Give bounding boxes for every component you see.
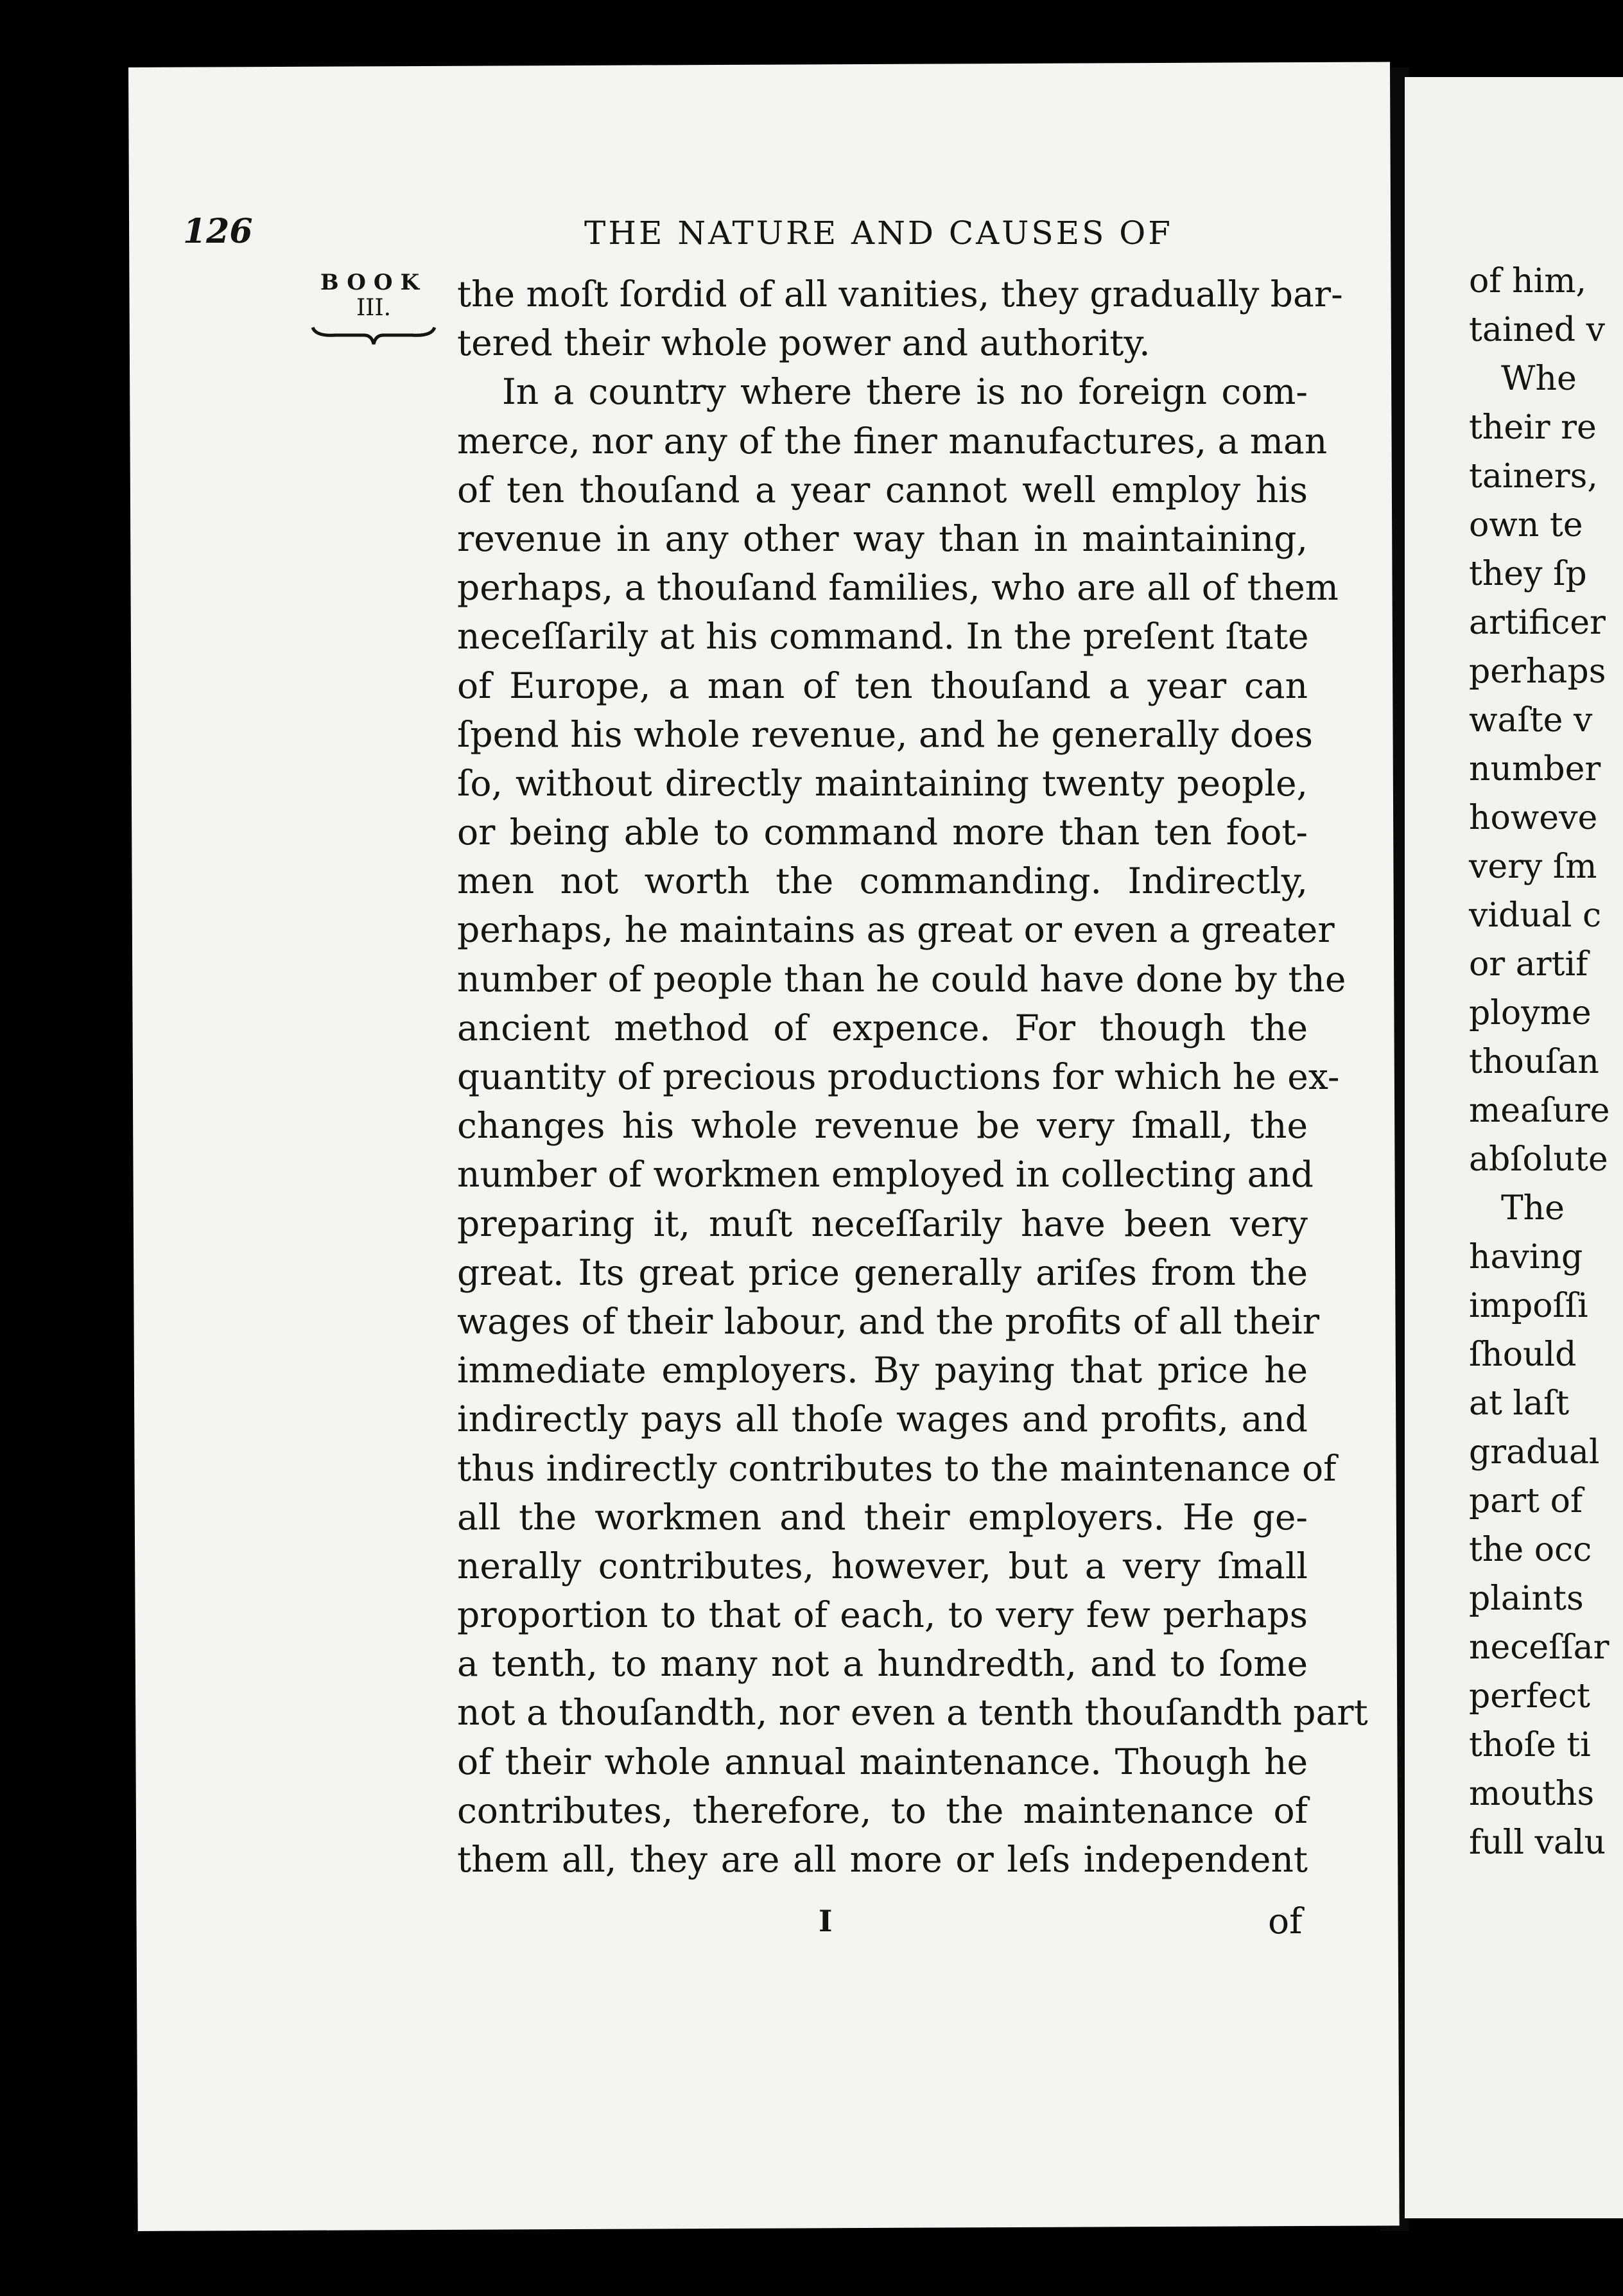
fragment-line: thouſan bbox=[1469, 1043, 1599, 1081]
fragment-line: they ſp bbox=[1469, 555, 1587, 593]
fragment-line: vidual c bbox=[1469, 896, 1602, 935]
text-line: of Europe, a man of ten thouſand a year can bbox=[457, 665, 1308, 706]
fragment-line: perfect bbox=[1469, 1677, 1590, 1716]
text-line: or being able to command more than ten foot- bbox=[457, 812, 1308, 853]
text-line: indirectly pays all thoſe wages and profits, and bbox=[457, 1398, 1308, 1440]
fragment-line: part of bbox=[1469, 1482, 1583, 1520]
text-line: ſpend his whole revenue, and he generally does bbox=[457, 713, 1313, 755]
text-line: In a country where there is no foreign com- bbox=[502, 371, 1308, 413]
text-line: tered their whole power and authority. bbox=[457, 322, 1150, 364]
facing-page-text bbox=[1469, 257, 1610, 1867]
text-line: ſo, without directly maintaining twenty people, bbox=[457, 762, 1308, 804]
running-head bbox=[183, 212, 1185, 257]
text-line: not a thouſandth, nor even a tenth thouſandth part bbox=[457, 1692, 1368, 1734]
text-line: thus indirectly contributes to the maintenance of bbox=[457, 1447, 1337, 1489]
page-number: 126 bbox=[183, 212, 253, 251]
fragment-line: abſolute bbox=[1469, 1140, 1608, 1179]
fragment-line: gradual bbox=[1469, 1433, 1600, 1472]
text-line: merce, nor any of the finer manufactures, a man bbox=[457, 420, 1328, 462]
fragment-line: very ſm bbox=[1469, 848, 1597, 886]
fragment-line: howeve bbox=[1469, 799, 1598, 837]
text-line: neceſſarily at his command. In the preſent ſtate bbox=[457, 616, 1309, 657]
fragment-line: impoſſi bbox=[1469, 1287, 1588, 1325]
fragment-line: at laſt bbox=[1469, 1384, 1570, 1423]
text-line: quantity of precious productions for which he ex- bbox=[457, 1056, 1340, 1097]
fragment-line: mouths bbox=[1469, 1775, 1595, 1813]
book-word: BOOK bbox=[320, 270, 428, 295]
fragment-line: having bbox=[1469, 1238, 1583, 1276]
fragment-line: The bbox=[1501, 1189, 1565, 1228]
text-line: proportion to that of each, to very few perhaps bbox=[457, 1594, 1308, 1636]
book-number: III. bbox=[356, 295, 392, 321]
fragment-line: full valu bbox=[1469, 1823, 1606, 1862]
fragment-line: Whe bbox=[1501, 360, 1577, 398]
running-title: THE NATURE AND CAUSES OF bbox=[584, 214, 1173, 252]
fragment-line: waſte v bbox=[1469, 701, 1593, 740]
signature-mark: I bbox=[819, 1904, 833, 1938]
text-line: of ten thouſand a year cannot well employ his bbox=[457, 469, 1308, 510]
fragment-line: artificer bbox=[1469, 604, 1606, 642]
fragment-line: the occ bbox=[1469, 1531, 1592, 1569]
text-line: them all, they are all more or leſs independent bbox=[457, 1839, 1308, 1880]
fragment-line: perhaps bbox=[1469, 652, 1606, 691]
fragment-line: own te bbox=[1469, 506, 1583, 544]
catchword: of bbox=[1268, 1900, 1303, 1942]
text-line: great. Its great price generally ariſes from the bbox=[457, 1251, 1308, 1293]
fragment-line: ſhould bbox=[1469, 1335, 1577, 1374]
book-marginal-note bbox=[309, 270, 438, 358]
text-line: nerally contributes, however, but a very ſmall bbox=[457, 1545, 1308, 1587]
fragment-line: thoſe ti bbox=[1469, 1726, 1591, 1764]
text-line: the moſt ſordid of all vanities, they gradually bar- bbox=[457, 274, 1343, 315]
text-line: changes his whole revenue be very ſmall, the bbox=[457, 1105, 1308, 1147]
text-line: of their whole annual maintenance. Though he bbox=[457, 1741, 1308, 1782]
text-line: ancient method of expence. For though the bbox=[457, 1007, 1308, 1048]
text-line: immediate employers. By paying that price he bbox=[457, 1350, 1308, 1391]
text-line: contributes, therefore, to the maintenance of bbox=[457, 1789, 1308, 1831]
fragment-line: plaints bbox=[1469, 1579, 1584, 1618]
brace-ornament bbox=[309, 322, 438, 358]
fragment-line: tained v bbox=[1469, 311, 1605, 349]
text-line: number of people than he could have done by the bbox=[457, 958, 1346, 1000]
text-line: a tenth, to many not a hundredth, and to ſome bbox=[457, 1643, 1308, 1685]
fragment-line: neceſſar bbox=[1469, 1628, 1610, 1667]
body-text bbox=[457, 270, 1368, 1884]
text-line: men not worth the commanding. Indirectly, bbox=[457, 860, 1308, 902]
fragment-line: of him, bbox=[1469, 262, 1587, 300]
fragment-line: tainers, bbox=[1469, 457, 1598, 496]
fragment-line: ployme bbox=[1469, 994, 1592, 1032]
fragment-line: their re bbox=[1469, 408, 1597, 447]
fragment-line: number bbox=[1469, 750, 1601, 788]
text-line: number of workmen employed in collecting and bbox=[457, 1154, 1314, 1196]
text-line: perhaps, he maintains as great or even a greater bbox=[457, 909, 1335, 951]
fragment-line: or artif bbox=[1469, 945, 1588, 984]
text-line: perhaps, a thouſand families, who are all of them bbox=[457, 567, 1339, 609]
text-line: wages of their labour, and the profits of all their bbox=[457, 1300, 1319, 1342]
fragment-line: meaſure bbox=[1469, 1091, 1610, 1130]
text-line: revenue in any other way than in maintaining, bbox=[457, 517, 1308, 559]
text-line: all the workmen and their employers. He ge- bbox=[457, 1496, 1308, 1538]
text-line: preparing it, muſt neceſſarily have been very bbox=[457, 1203, 1308, 1244]
